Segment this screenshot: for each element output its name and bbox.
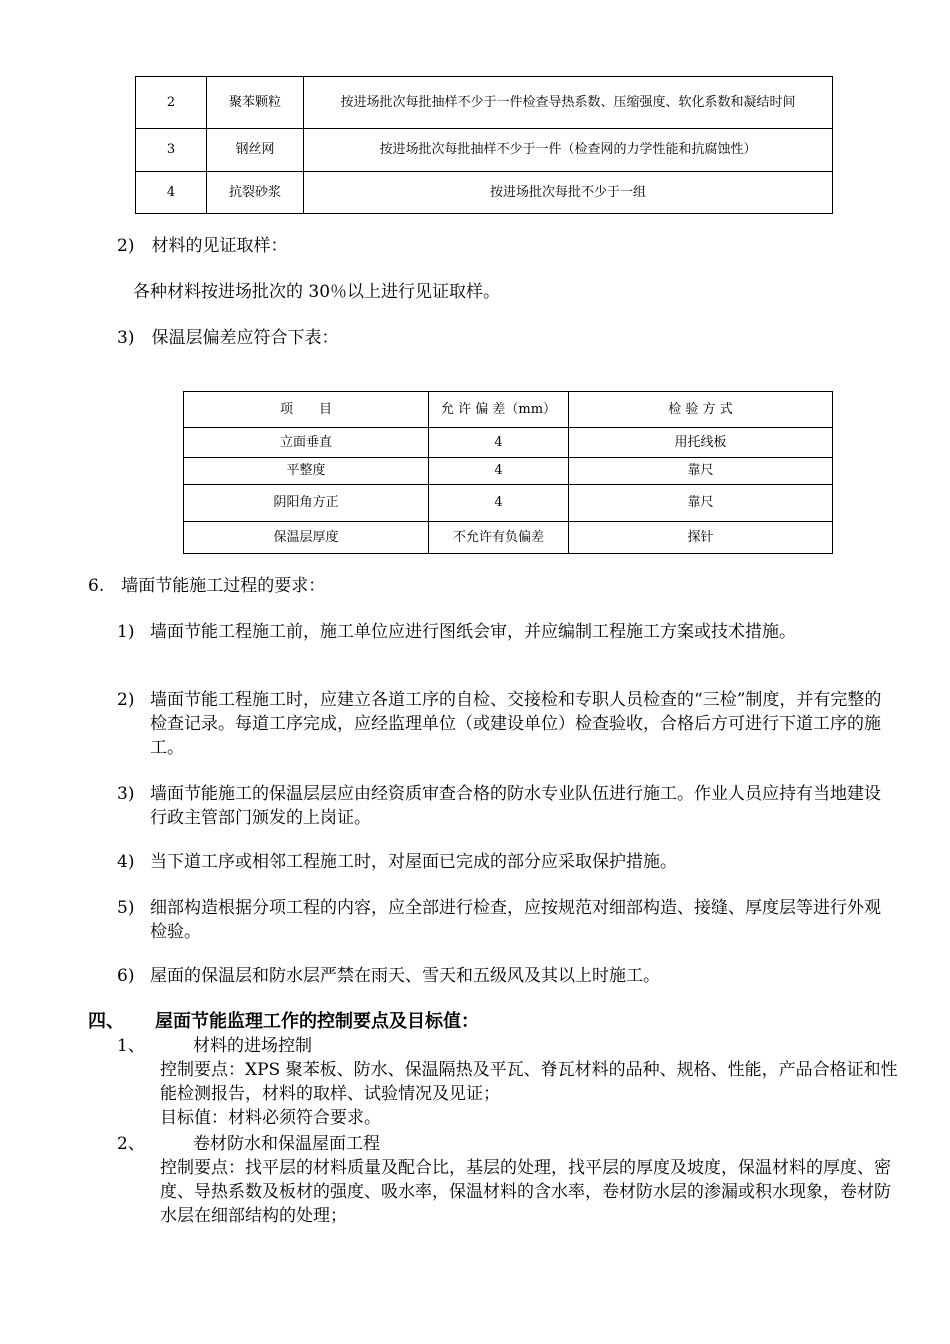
item-number: 2) xyxy=(117,690,135,710)
table-header-row xyxy=(184,392,833,428)
sub1-target: 目标值：材料必须符合要求。 xyxy=(160,1108,381,1128)
sub2-control: 控制要点：找平层的材料质量及配合比，基层的处理，找平层的厚度及坡度，保温材料的厚度、密度、导热系数及板材的强度、吸水率，保温材料的含水率，卷材防水层的渗漏或积水现象，卷材防水层在细部结构的处理； xyxy=(160,1158,891,1226)
item3-title: 3) 保温层偏差应符合下表： xyxy=(117,328,339,348)
item2-title: 2) 材料的见证取样： xyxy=(117,236,288,256)
item-number: 6) xyxy=(117,966,135,986)
table-cell: 立面垂直 xyxy=(184,428,429,458)
item-text: 细部构造根据分项工程的内容，应全部进行检查，应按规范对细部构造、接缝、厚度层等进行外观检验。 xyxy=(150,898,881,942)
header-cell: 检 验 方 式 xyxy=(569,392,833,428)
table-cell: 抗裂砂浆 xyxy=(207,172,304,214)
sub1-number: 1、 xyxy=(117,1036,145,1056)
item-number: 4) xyxy=(117,852,135,872)
table-row xyxy=(184,522,833,554)
table-cell: 按进场批次每批不少于一组 xyxy=(304,172,833,214)
table-cell: 2 xyxy=(136,77,207,129)
item-number: 5) xyxy=(117,898,135,918)
material-sampling-table xyxy=(135,76,833,214)
table-row xyxy=(136,172,833,214)
table-cell: 4 xyxy=(429,485,569,522)
table-cell: 3 xyxy=(136,129,207,172)
item-text: 墙面节能施工的保温层层应由经资质审查合格的防水专业队伍进行施工。作业人员应持有当地建设行政主管部门颁发的上岗证。 xyxy=(150,784,881,828)
item2-text: 各种材料按进场批次的 30％以上进行见证取样。 xyxy=(133,282,501,302)
table-cell: 保温层厚度 xyxy=(184,522,429,554)
table-cell: 钢丝网 xyxy=(207,129,304,172)
table-cell: 不允许有负偏差 xyxy=(429,522,569,554)
table-row xyxy=(184,458,833,485)
sub2-number: 2、 xyxy=(117,1134,145,1154)
sub2-title: 卷材防水和保温屋面工程 xyxy=(193,1134,380,1154)
sub1-control: 控制要点：XPS 聚苯板、防水、保温隔热及平瓦、脊瓦材料的品种、规格、性能，产品合格证和性能检测报告，材料的取样、试验情况及见证； xyxy=(160,1060,898,1104)
table-cell: 按进场批次每批抽样不少于一件（检查网的力学性能和抗腐蚀性） xyxy=(304,129,833,172)
table-row xyxy=(184,485,833,522)
table-cell: 靠尺 xyxy=(569,458,833,485)
item-number: 1) xyxy=(117,622,135,642)
table-row xyxy=(136,129,833,172)
table-cell: 靠尺 xyxy=(569,485,833,522)
table-cell: 按进场批次每批抽样不少于一件检查导热系数、压缩强度、软化系数和凝结时间 xyxy=(304,77,833,129)
table-row xyxy=(136,77,833,129)
item-text: 屋面的保温层和防水层严禁在雨天、雪天和五级风及其以上时施工。 xyxy=(150,966,660,986)
table-cell: 聚苯颗粒 xyxy=(207,77,304,129)
table-cell: 阴阳角方正 xyxy=(184,485,429,522)
table-cell: 平整度 xyxy=(184,458,429,485)
section4-title: 屋面节能监理工作的控制要点及目标值： xyxy=(155,1011,479,1032)
item-text: 墙面节能工程施工前，施工单位应进行图纸会审，并应编制工程施工方案或技术措施。 xyxy=(150,622,796,642)
table-cell: 4 xyxy=(429,428,569,458)
deviation-table xyxy=(183,391,833,554)
header-cell: 项 目 xyxy=(184,392,429,428)
table-cell: 4 xyxy=(136,172,207,214)
table-cell: 探针 xyxy=(569,522,833,554)
section4-number: 四、 xyxy=(88,1011,124,1032)
section6-title: 6. 墙面节能施工过程的要求： xyxy=(88,576,326,596)
sub1-title: 材料的进场控制 xyxy=(193,1036,312,1056)
item-number: 3) xyxy=(117,784,135,804)
table-cell: 4 xyxy=(429,458,569,485)
item-text: 墙面节能工程施工时，应建立各道工序的自检、交接检和专职人员检查的“三检”制度，并有完整的检查记录。每道工序完成，应经监理单位（或建设单位）检查验收，合格后方可进行下道工序的施工。 xyxy=(150,690,882,758)
header-cell: 允 许 偏 差（mm） xyxy=(429,392,569,428)
table-cell: 用托线板 xyxy=(569,428,833,458)
item-text: 当下道工序或相邻工程施工时，对屋面已完成的部分应采取保护措施。 xyxy=(150,852,677,872)
table-row xyxy=(184,428,833,458)
